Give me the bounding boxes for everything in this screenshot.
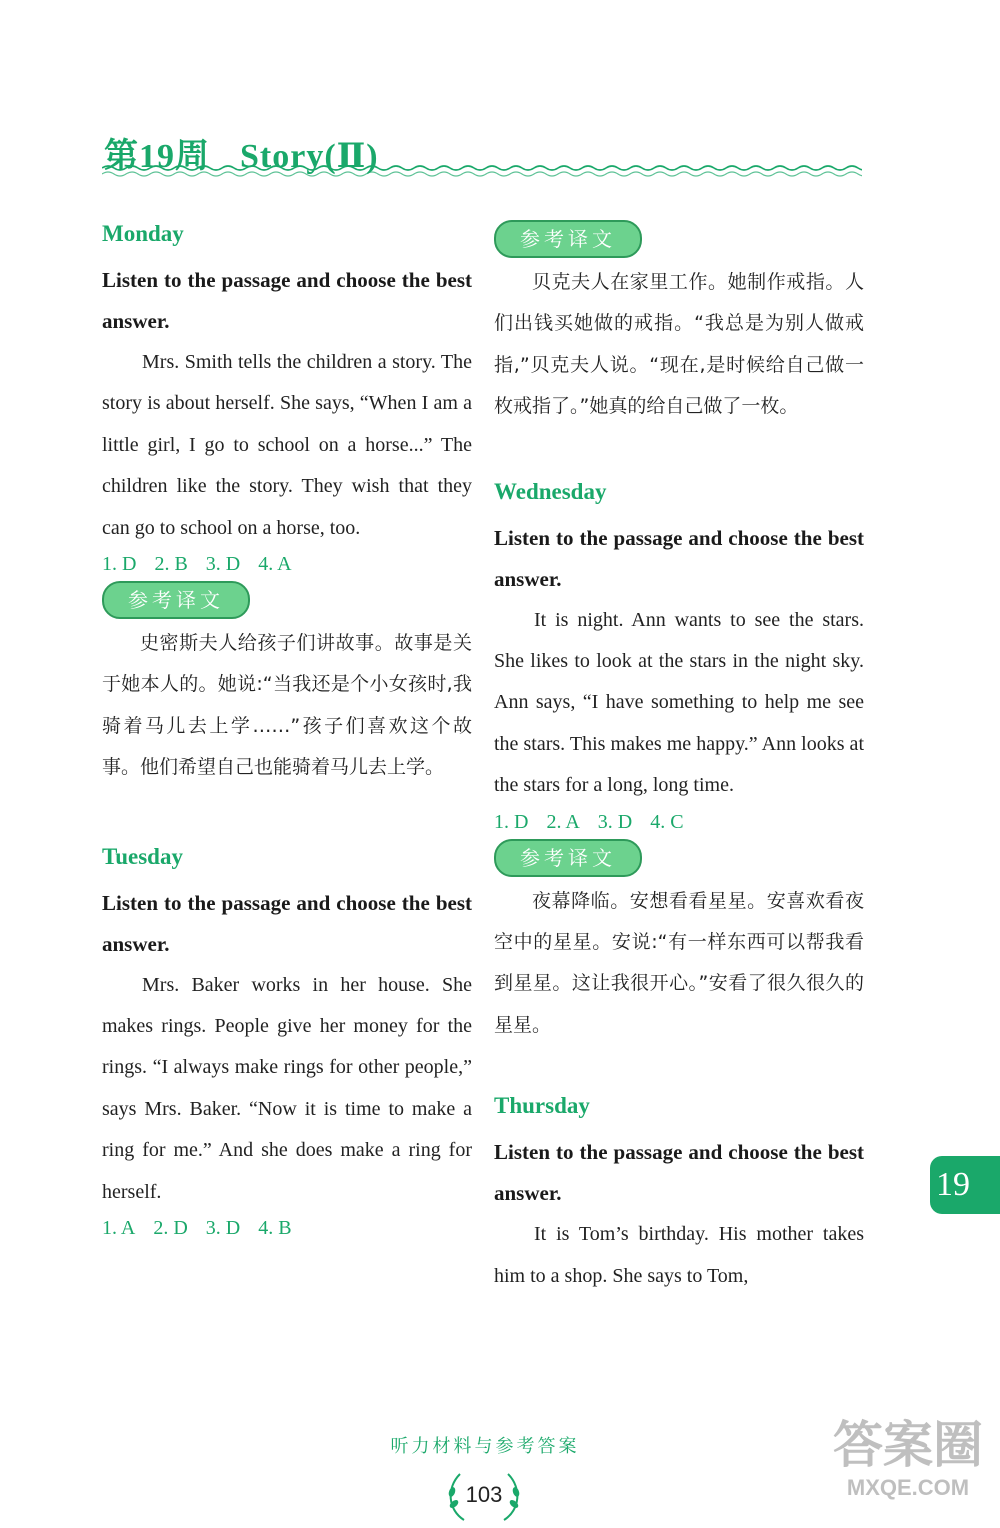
answer-item: 3. D — [205, 1217, 241, 1240]
left-column — [102, 218, 472, 1243]
translation-badge: 参考译文 — [494, 839, 642, 877]
answer-item: 2. D — [153, 1217, 188, 1240]
translation-badge: 参考译文 — [102, 581, 250, 619]
translation-text: 贝克夫人在家里工作。她制作戒指。人们出钱买她做的戒指。“我总是为别人做戒指,”贝克夫人说。“现在,是时候给自己做一枚戒指了。”她真的给自己做了一枚。 — [494, 271, 864, 418]
week-label: 第19周 — [104, 138, 210, 175]
monday-section — [102, 218, 472, 789]
watermark-url: MXQE.COM — [846, 1475, 970, 1500]
translation-text: 夜幕降临。安想看看星星。安喜欢看夜空中的星星。安说:“有一样东西可以帮我看到星星。这让我很开心。”安看了很久很久的星星。 — [494, 889, 864, 1036]
answer-item: 3. D — [205, 553, 241, 576]
right-column — [494, 218, 864, 1297]
answer-key — [102, 1213, 472, 1243]
answer-item: 2. A — [546, 810, 580, 833]
answer-item: 1. D — [494, 810, 529, 833]
passage-text: Mrs. Baker works in her house. She makes rings. People give her money for the rings. “I always make rings for other people,” says Mrs. Baker. “Now it is time to make a ring for me.” And she does make a ring for herself. — [102, 973, 472, 1203]
answer-item: 1. D — [102, 553, 137, 576]
page-number-ornament — [434, 1460, 534, 1524]
watermark-logo: 答案圈 — [833, 1416, 983, 1474]
day-heading-thursday: Thursday — [494, 1093, 590, 1119]
unit-title: Story(Ⅱ) — [240, 138, 379, 175]
passage-text: Mrs. Smith tells the children a story. The story is about herself. She says, “When I am a little girl, I go to school on a horse...” The children like the story. They wish that they can go to school on a horse, too. — [102, 351, 472, 539]
answer-key — [102, 549, 472, 579]
instruction-text: Listen to the passage and choose the best answer. — [494, 1140, 864, 1206]
page-number: 103 — [465, 1482, 503, 1507]
title-wavy-underline — [102, 164, 862, 178]
translation-badge: 参考译文 — [494, 220, 642, 258]
answer-item: 4. C — [650, 810, 684, 833]
instruction-text: Listen to the passage and choose the best answer. — [494, 525, 864, 591]
answer-item: 3. D — [597, 810, 633, 833]
thursday-section — [494, 1090, 864, 1297]
day-heading-tuesday: Tuesday — [102, 843, 183, 869]
passage-text: It is night. Ann wants to see the stars. She likes to look at the stars in the night sky. Ann says, “I have something to help me see the stars. This makes me happy.” Ann looks at the stars for a long, long time. — [494, 608, 864, 797]
watermark — [820, 1415, 996, 1520]
wednesday-section — [494, 476, 864, 1047]
instruction-text: Listen to the passage and choose the best answer. — [102, 890, 472, 956]
day-heading-monday: Monday — [102, 221, 184, 246]
answer-item: 4. A — [258, 553, 292, 576]
answer-item: 1. A — [102, 1217, 136, 1240]
answer-key — [494, 807, 864, 837]
answer-item: 2. B — [154, 553, 188, 576]
tuesday-translation-section — [494, 218, 864, 428]
instruction-text: Listen to the passage and choose the best answer. — [102, 268, 472, 333]
week-side-tab: 19 — [930, 1156, 1000, 1214]
tuesday-section — [102, 841, 472, 1243]
translation-text: 史密斯夫人给孩子们讲故事。故事是关于她本人的。她说:“当我还是个小女孩时,我骑着马儿去上学……”孩子们喜欢这个故事。他们希望自己也能骑着马儿去上学。 — [102, 632, 472, 779]
day-heading-wednesday: Wednesday — [494, 478, 607, 504]
passage-text: It is Tom’s birthday. His mother takes him to a shop. She says to Tom, — [494, 1223, 864, 1287]
footer-caption: 听力材料与参考答案 — [390, 1436, 580, 1457]
answer-item: 4. B — [258, 1217, 292, 1240]
